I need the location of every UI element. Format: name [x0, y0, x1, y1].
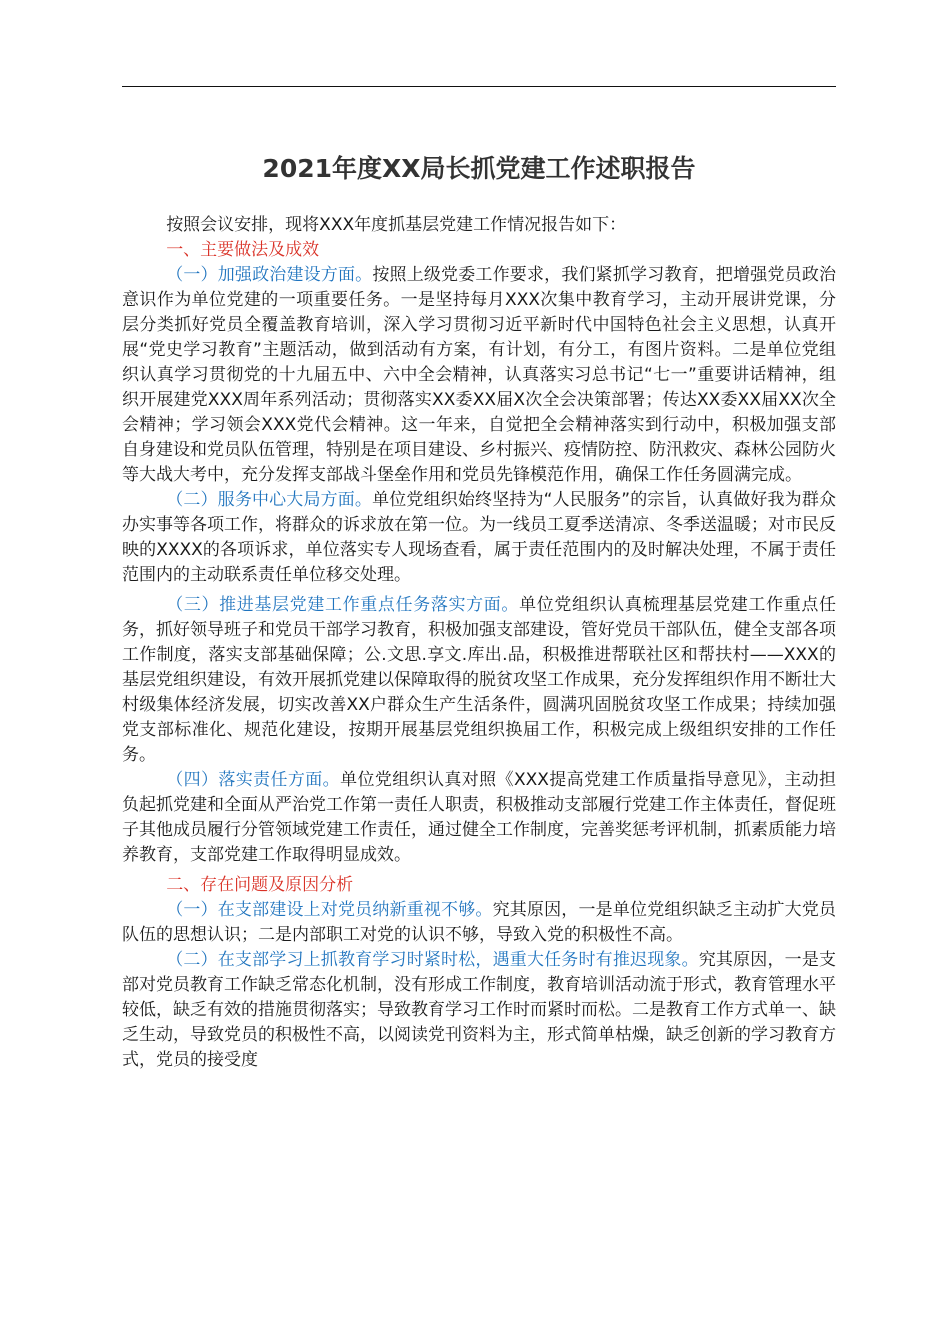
- paragraph-text: 究其原因，一是单位党组织缺乏主动扩大党员队伍的思想认识；二是内部职工对党的认识不够，导致入党的积极性不高。: [122, 900, 836, 945]
- section1-paragraph-3: [122, 593, 836, 768]
- paragraph-lead: （二）服务中心大局方面。: [166, 490, 373, 510]
- paragraph-text: 按照上级党委工作要求，我们紧抓学习教育，把增强党员政治意识作为单位党建的一项重要任务。一是坚持每月XXX次集中教育学习，主动开展讲党课，分层分类抓好党员全覆盖教育培训，深入学习贯彻习近平新时代中国特色社会主义思想，认真开展“党史学习教育”主题活动，做到活动有方案，有计划，有分工，有图片资料。二是单位党组织认真学习贯彻党的十九届五中、六中全会精神，认真落实习总书记“七一”重要讲话精神，组织开展建党XXX周年系列活动；贯彻落实XX委XX届X次全会决策部署；传达XX委XX届XX次全会精神；学习领会XXX党代会精神。这一年来，自觉把全会精神落实到行动中，积极加强支部自身建设和党员队伍管理，特别是在项目建设、乡村振兴、疫情防控、防汛救灾、森林公园防火等大战大考中，充分发挥支部战斗堡垒作用和党员先锋模范作用，确保工作任务圆满完成。: [122, 265, 837, 485]
- document-body: [122, 213, 836, 1073]
- paragraph-text: 单位党组织认真梳理基层党建工作重点任务，抓好领导班子和党员干部学习教育，积极加强支部建设，管好党员干部队伍，健全支部各项工作制度，落实支部基础保障；公.文思.享文.库出.品，积极推进帮联社区和帮扶村——XXX的基层党组织建设，有效开展抓党建以保障取得的脱贫攻坚工作成果，充分发挥组织作用不断壮大村级集体经济发展，切实改善XX户群众生产生活条件，圆满巩固脱贫攻坚工作成果；持续加强党支部标准化、规范化建设，按期开展基层党组织换届工作，积极完成上级组织安排的工作任务。: [122, 595, 837, 765]
- paragraph-lead: （一）加强政治建设方面。: [166, 265, 373, 285]
- paragraph-lead: （一）在支部建设上对党员纳新重视不够。: [166, 900, 493, 920]
- section1-paragraph-1: [122, 263, 836, 488]
- intro-paragraph: 按照会议安排，现将XXX年度抓基层党建工作情况报告如下：: [166, 215, 627, 235]
- document-title: 2021年度XX局长抓党建工作述职报告: [262, 154, 696, 183]
- paragraph-text: 单位党组织认真对照《XXX提高党建工作质量指导意见》，主动担负起抓党建和全面从严治党工作第一责任人职责，积极推动支部履行党建工作主体责任，督促班子其他成员履行分管领域党建工作责任，通过健全工作制度，完善奖惩考评机制，抓素质能力培养教育，支部党建工作取得明显成效。: [122, 770, 837, 865]
- paragraph-text: 单位党组织始终坚持为“人民服务”的宗旨，认真做好我为群众办实事等各项工作，将群众的诉求放在第一位。为一线员工夏季送清凉、冬季送温暖；对市民反映的XXXX的各项诉求，单位落实专人现场查看，属于责任范围内的及时解决处理，不属于责任范围内的主动联系责任单位移交处理。: [122, 490, 836, 585]
- paragraph-text: 究其原因，一是支部对党员教育工作缺乏常态化机制，没有形成工作制度，教育培训活动流于形式，教育管理水平较低，缺乏有效的措施贯彻落实；导致教育学习工作时而紧时而松。二是教育工作方式单一、缺乏生动，导致党员的积极性不高，以阅读党刊资料为主，形式简单枯燥，缺乏创新的学习教育方式，党员的接受度: [122, 950, 837, 1070]
- section1-paragraph-4: [122, 768, 836, 868]
- section2-paragraph-1: [122, 898, 836, 948]
- paragraph-lead: （三）推进基层党建工作重点任务落实方面。: [166, 595, 520, 615]
- paragraph-lead: （二）在支部学习上抓教育学习时紧时松，遇重大任务时有推迟现象。: [166, 950, 699, 970]
- section2-paragraph-2: [122, 948, 836, 1073]
- section1-paragraph-2: [122, 488, 836, 588]
- header-rule: [122, 86, 836, 87]
- section-heading-1: 一、主要做法及成效: [166, 240, 320, 260]
- paragraph-lead: （四）落实责任方面。: [166, 770, 341, 790]
- section-heading-2: 二、存在问题及原因分析: [166, 875, 354, 895]
